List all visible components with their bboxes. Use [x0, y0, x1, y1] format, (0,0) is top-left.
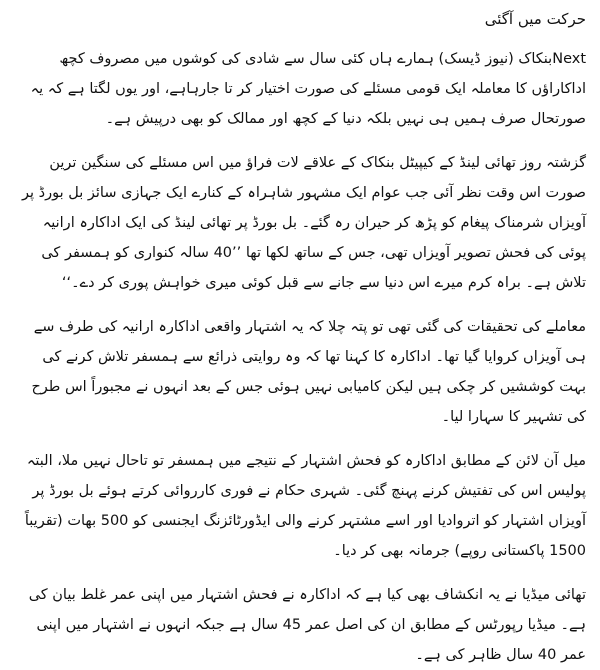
paragraph-text: تھائی میڈیا نے یہ انکشاف بھی کیا ہے کہ اداکارہ نے فحش اشتہار میں اپنی عمر غلط بیان کی ہے۔ میڈیا رپورٹس کے مطابق ان کی اصل عمر 45 سال ہے جبکہ انہوں نے اشتہار میں اپنی عمر 40 سال ظاہر کی ہے۔: [28, 587, 586, 663]
paragraph-text: بنکاک (نیوز ڈیسک) ہمارے ہاں کئی سال سے شادی کی کوشوں میں مصروف کچھ اداکاراؤں کا معاملہ ایک قومی مسئلے کی صورت اختیار کر تا جارہاہے، اور یوں لگتا ہے کہ یہ صورتحال صرف ہمیں ہی نہیں بلکہ دنیا کے کچھ اور ممالک کو بھی درپیش ہے۔: [30, 51, 586, 127]
article-paragraph: [14, 312, 586, 432]
paragraph-text: معاملے کی تحقیقات کی گئی تھی تو پتہ چلا کہ یہ اشتہار واقعی اداکارہ ارانیہ کی طرف سے ہی آویزاں کروایا گیا تھا۔ اداکارہ کا کہنا تھا کہ وہ روایتی ذرائع سے ہمسفر تلاش کرنے کی بہت کوششیں کر چکی ہیں لیکن کامیابی نہیں ہوئی جس کے بعد انہوں نے مجبوراً اس طرح کی تشہیر کا سہارا لیا۔: [31, 319, 586, 425]
article-paragraph: [14, 446, 586, 566]
paragraph-text: گزشتہ روز تھائی لینڈ کے کیپیٹل بنکاک کے علاقے لات فراؤ میں اس مسئلے کی سنگین ترین صورت اس وقت نظر آئی جب عوام ایک مشہور شاہراہ کے کنارے ایک جہازی سائز بل بورڈ پر آویزاں شرمناک پیغام کو پڑھ کر حیران رہ گئے۔ بل بورڈ پر تھائی لینڈ کی ایک اداکارہ ارانیہ پوئی کی فحش تصویر آویزاں تھی، جس کے ساتھ لکھا تھا ’’40 سالہ کنواری کو ہمسفر کی تلاش ہے۔ براہ کرم میرے اس دنیا سے جانے سے قبل کوئی میری خواہش پوری کر دے۔‘‘: [22, 155, 586, 291]
article-paragraph: [14, 148, 586, 298]
article-title: حرکت میں آگئی: [484, 10, 586, 28]
article-paragraph: [14, 44, 586, 134]
paragraph-text: میل آن لائن کے مطابق اداکارہ کو فحش اشتہار کے نتیجے میں ہمسفر تو تاحال نہیں ملا، البتہ پولیس اس کی تفتیش کرنے پہنچ گئی۔ شہری حکام نے فوری کارروائی کرتے ہوئے بل بورڈ پر آویزاں اشتہار کو اتروادیا اور اسے مشتہر کرنے والی ایڈورٹائزنگ ایجنسی کو 500 بھات (تقریباً 1500 پاکستانی روپے) جرمانہ بھی کر دیا۔: [24, 453, 586, 559]
paragraph-lead-word: Next: [552, 51, 586, 67]
article-paragraph: [14, 580, 586, 670]
